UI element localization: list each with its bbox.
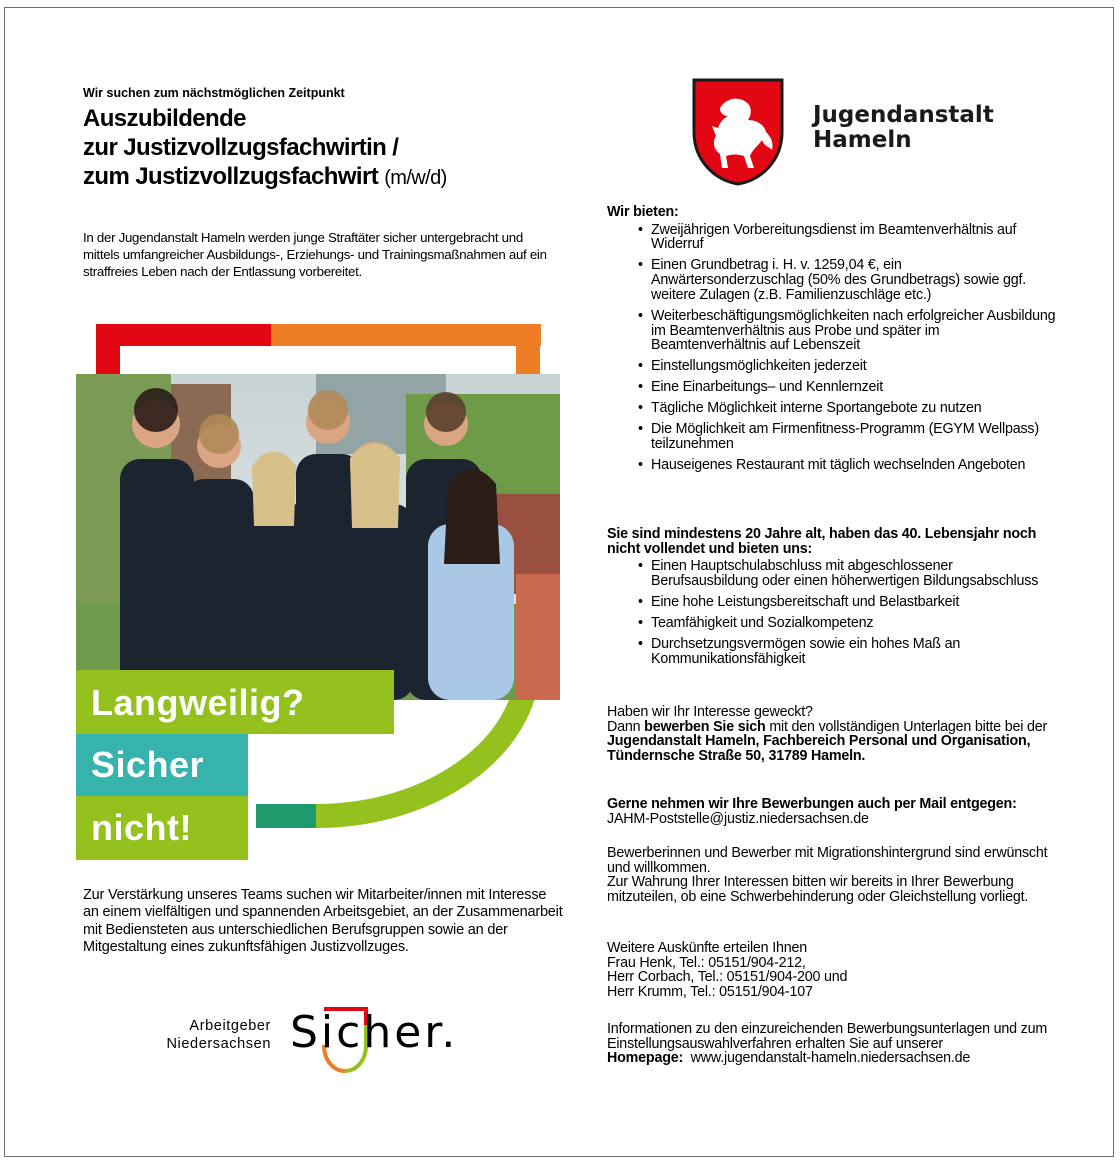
title-line-3 bbox=[83, 162, 447, 193]
homepage-label: Homepage: bbox=[607, 1050, 684, 1067]
mail-address-link[interactable]: JAHM-Poststelle@justiz.niedersachsen.de bbox=[607, 810, 869, 827]
job-title bbox=[83, 104, 447, 193]
org-name-line-2: Hameln bbox=[813, 127, 912, 153]
apply-section bbox=[607, 705, 1057, 764]
frame-orange-top bbox=[271, 324, 541, 346]
offers-section bbox=[607, 205, 1057, 479]
apply-address: Jugendanstalt Hameln, Fachbereich Personal und Organisation, Tündernsche Straße 50, 31789 Hameln. bbox=[607, 733, 1031, 765]
lower-saxony-horse-crest-icon bbox=[690, 76, 786, 186]
employer-line-1: Arbeitgeber bbox=[189, 1018, 271, 1034]
homepage-link[interactable]: www.jugendanstalt-hameln.niedersachsen.de bbox=[690, 1050, 971, 1067]
list-item: • Teamfähigkeit und Sozialkompetenz bbox=[651, 616, 1057, 631]
frame-red-top bbox=[96, 324, 271, 346]
slogan-langweilig: Langweilig? bbox=[76, 670, 394, 734]
requirements-section bbox=[607, 527, 1057, 673]
org-name-line-1: Jugendanstalt bbox=[813, 102, 994, 128]
list-item: • Weiterbeschäftigungsmöglichkeiten nach erfolgreicher Ausbildung im Beamtenverhältnis aus Probe und später im Beamtenverhältnis auf Lebenszeit bbox=[651, 309, 1057, 353]
title-line-1: Auszubildende bbox=[83, 105, 246, 132]
apply-instruction bbox=[607, 720, 1057, 735]
list-item: • Zweijährigen Vorbereitungsdienst im Beamtenverhältnis auf Widerruf bbox=[651, 223, 1057, 252]
gender-suffix: (m/w/d) bbox=[384, 167, 447, 189]
intro-text: In der Jugendanstalt Hameln werden junge Straftäter sicher untergebracht und mittels umfangreicher Ausbildungs-, Erziehungs- und Trainingsmaßnahmen auf ein straffreies Leben nach der Entlassung vorbereitet. bbox=[83, 230, 547, 279]
title-line-3-text: zum Justizvollzugsfachwirt bbox=[83, 163, 379, 190]
employer-line-2: Niedersachsen bbox=[166, 1036, 271, 1052]
apply-rest: mit den vollständigen Unterlagen bitte bei der bbox=[769, 718, 1048, 735]
title-line-2: zur Justizvollzugsfachwirtin / bbox=[83, 134, 399, 161]
contacts-heading: Weitere Auskünfte erteilen Ihnen bbox=[607, 940, 807, 956]
team-photo bbox=[76, 374, 560, 700]
contact-line: Herr Corbach, Tel.: 05151/904-200 und bbox=[607, 969, 848, 986]
diversity-text-2: Zur Wahrung Ihrer Interessen bitten wir bereits in Ihrer Bewerbung mitzuteilen, ob eine Schwerbehinderung oder Gleichstellung vorliegt. bbox=[607, 874, 1029, 906]
mail-bold: Gerne nehmen wir Ihre Bewerbungen auch per Mail entgegen: bbox=[607, 796, 1017, 812]
slogan-nicht: nicht! bbox=[76, 796, 248, 860]
eyebrow-text: Wir suchen zum nächstmöglichen Zeitpunkt bbox=[83, 86, 345, 100]
list-item: • Durchsetzungsvermögen sowie ein hohes Maß an Kommunikationsfähigkeit bbox=[651, 637, 1057, 666]
sicher-logo-text: Sicher. bbox=[290, 1007, 459, 1058]
list-item: • Einen Hauptschulabschluss mit abgeschlossener Berufsausbildung oder einen höherwertigen Bildungsabschluss bbox=[651, 559, 1057, 588]
apply-question: Haben wir Ihr Interesse geweckt? bbox=[607, 704, 813, 720]
apply-dann: Dann bbox=[607, 718, 641, 735]
homepage-line bbox=[607, 1051, 1057, 1066]
info-section bbox=[607, 1022, 1057, 1066]
contact-line: Frau Henk, Tel.: 05151/904-212, bbox=[607, 954, 806, 971]
team-text: Zur Verstärkung unseres Teams suchen wir Mitarbeiter/innen mit Interesse an einem vielfältigen und spannenden Arbeitsgebiet, an der Zusammenarbeit mit Bediensteten aus unterschiedlichen Berufsgruppen sowie an der Mitgestaltung eines zukunftsfähigen Justizvollzuges. bbox=[83, 887, 563, 955]
employer-label bbox=[155, 1017, 271, 1053]
requirements-heading: Sie sind mindestens 20 Jahre alt, haben das 40. Lebensjahr noch nicht vollendet und bieten uns: bbox=[607, 526, 1037, 557]
mail-section bbox=[607, 797, 1057, 826]
list-item: • Hauseigenes Restaurant mit täglich wechselnden Angeboten bbox=[651, 458, 1057, 473]
requirements-list bbox=[607, 559, 1057, 666]
diversity-section bbox=[607, 846, 1057, 905]
list-item: • Eine hohe Leistungsbereitschaft und Belastbarkeit bbox=[651, 595, 1057, 610]
apply-bold: bewerben Sie sich bbox=[644, 718, 766, 735]
offers-list bbox=[607, 223, 1057, 473]
slogan-sicher: Sicher bbox=[76, 734, 248, 796]
list-item: • Die Möglichkeit am Firmenfitness-Programm (EGYM Wellpass) teilzunehmen bbox=[651, 422, 1057, 451]
list-item: • Einen Grundbetrag i. H. v. 1259,04 €, ein Anwärtersonderzuschlag (50% des Grundbetrags) sowie ggf. weitere Zulagen (z.B. Familienzuschläge etc.) bbox=[651, 258, 1057, 302]
offers-heading: Wir bieten: bbox=[607, 204, 679, 220]
org-name bbox=[813, 103, 994, 153]
list-item: • Eine Einarbeitungs– und Kennlernzeit bbox=[651, 380, 1057, 395]
list-item: • Tägliche Möglichkeit interne Sportangebote zu nutzen bbox=[651, 401, 1057, 416]
list-item: • Einstellungsmöglichkeiten jederzeit bbox=[651, 359, 1057, 374]
contacts-section bbox=[607, 941, 1057, 1000]
diversity-text-1: Bewerberinnen und Bewerber mit Migrationshintergrund sind erwünscht und willkommen. bbox=[607, 845, 1048, 876]
contact-line: Herr Krumm, Tel.: 05151/904-107 bbox=[607, 984, 813, 1001]
info-text: Informationen zu den einzureichenden Bewerbungsunterlagen und zum Einstellungsauswahlverfahren erhalten Sie auf unserer bbox=[607, 1021, 1048, 1052]
